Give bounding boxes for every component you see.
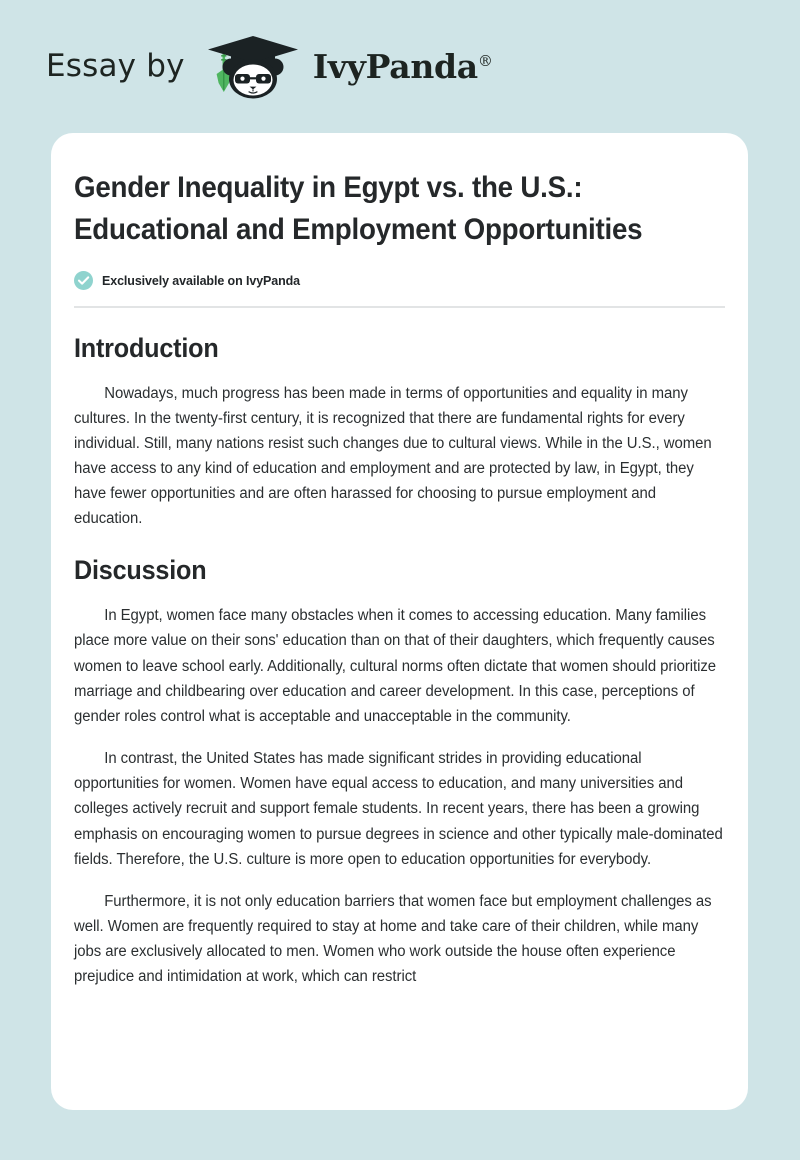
document-card <box>51 133 748 1110</box>
paragraph: Nowadays, much progress has been made in terms of opportunities and equality in many cultures. In the twenty-first century, it is recognized that there are fundamental rights for every individual. Still, many nations resist such changes due to cultural views. While in the U.S., women have access to any kind of education and employment and are protected by law, in Egypt, they have fewer opportunities and are often harassed for choosing to pursue employment and education. <box>74 384 712 528</box>
section-heading-discussion: Discussion <box>74 555 207 586</box>
registered-mark: ® <box>477 52 493 70</box>
ivypanda-logo[interactable] <box>201 34 493 100</box>
page-title: Gender Inequality in Egypt vs. the U.S.: Educational and Employment Opportunities <box>74 171 643 246</box>
paragraph: In Egypt, women face many obstacles when it comes to accessing education. Many families place more value on their sons' education than on that of their daughters, which frequently causes women to leave school early. Additionally, cultural norms often dictate that women should prioritize marriage and childbearing over education and career development. In this case, perceptions of gender roles control what is acceptable and unacceptable in the community. <box>74 607 717 725</box>
exclusive-availability-badge <box>74 271 724 290</box>
exclusive-availability-label: Exclusively available on IvyPanda <box>102 272 301 288</box>
paragraph: Furthermore, it is not only education barriers that women face but employment challenges as well. Women are frequently required to stay at home and take care of their children, while many jobs are exclusively allocated to men. Women who work outside the house often experience prejudice and intimidation at work, which can restrict <box>74 892 712 986</box>
brand-wordmark <box>312 47 493 86</box>
brand-header <box>0 0 800 133</box>
section-heading-introduction: Introduction <box>74 332 219 363</box>
check-circle-icon <box>74 271 93 290</box>
essay-by-label: Essay by <box>46 48 185 84</box>
brand-name-text: IvyPanda <box>312 47 478 86</box>
panda-graduate-logo-icon <box>201 34 305 100</box>
paragraph: In contrast, the United States has made significant strides in providing educational opportunities for women. Women have equal access to education, and many universities and colleges actively recruit and support female students. In recent years, there has been a growing emphasis on encouraging women to pursue degrees in science and other typically male-dominated fields. Therefore, the U.S. culture is more open to education opportunities for everybody. <box>74 750 723 868</box>
header-divider <box>74 306 725 308</box>
